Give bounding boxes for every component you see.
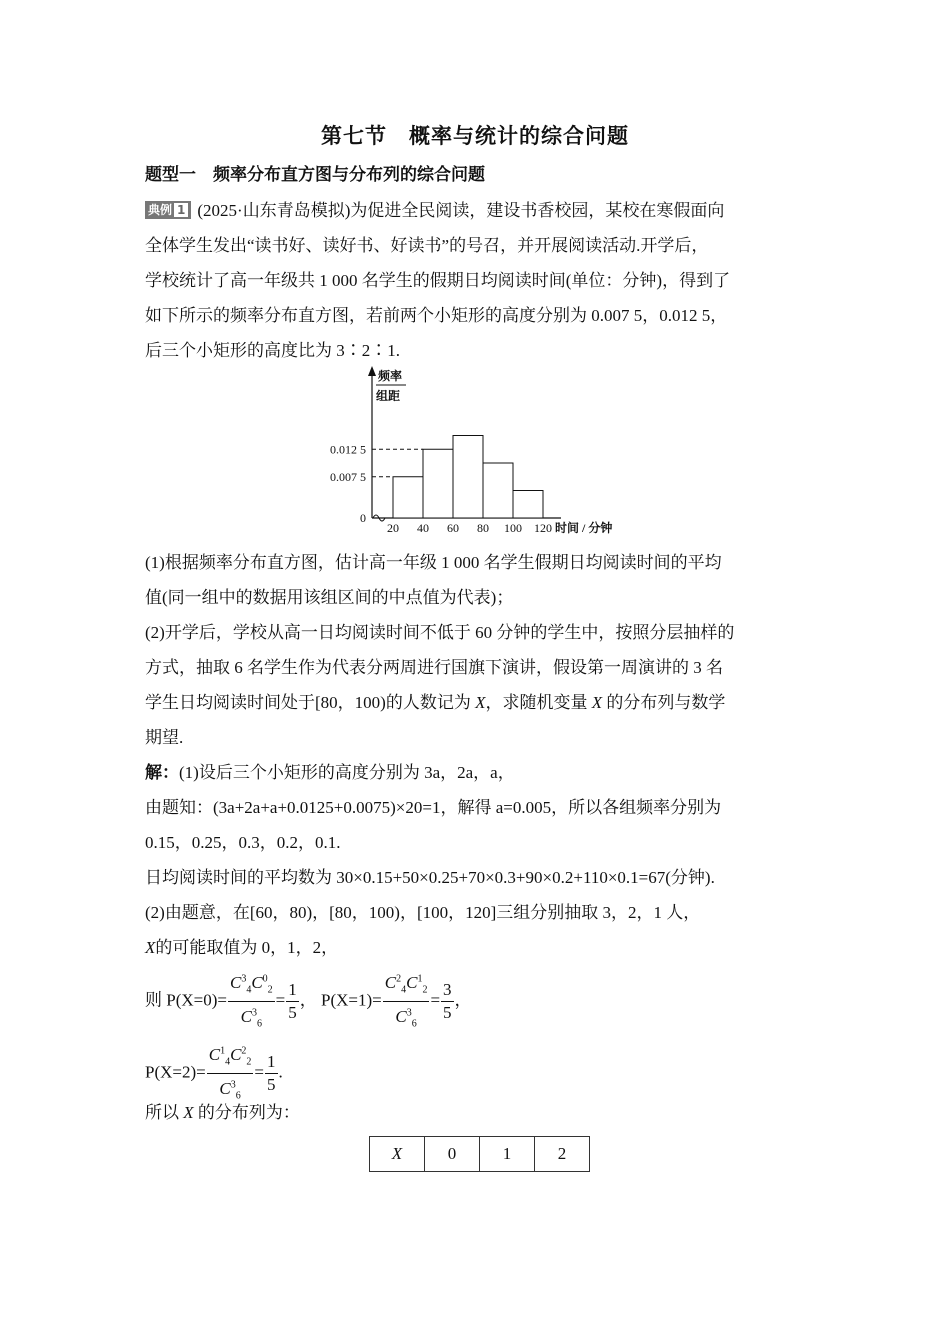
problem-line-2: 全体学生发出“读书好、读好书、好读书”的号召，并开展阅读活动.开学后， <box>145 236 709 255</box>
y-label-bottom: 组距 <box>376 389 401 403</box>
section-title: 第七节 概率与统计的综合问题 <box>321 124 629 148</box>
question-2-line-2: 方式，抽取 6 名学生作为代表分两周进行国旗下演讲，假设第一周演讲的 3 名 <box>145 658 723 677</box>
table-header-cell: X <box>370 1137 425 1172</box>
x-tick-label: 60 <box>447 521 459 535</box>
x-tick-label: 40 <box>417 521 429 535</box>
solution-line-1: 解：(1)设后三个小矩形的高度分别为 3a，2a，a， <box>145 763 515 782</box>
distribution-table <box>369 1136 590 1172</box>
histogram-bar <box>483 463 513 518</box>
solution-line-5: (2)由题意，在[60，80)，[80，100)，[100，120]三组分别抽取 3，2，1 人， <box>145 903 701 922</box>
question-1-line-1: (1)根据频率分布直方图，估计高一年级 1 000 名学生假期日均阅读时间的平均 <box>145 553 722 572</box>
y-label-top: 频率 <box>378 369 403 383</box>
origin-label: 0 <box>360 511 366 525</box>
fraction-p2: $\frac{C^1_4C^2_2}{C^3_6}$ <box>207 1040 254 1107</box>
fraction-p1: $\frac{C^2_4C^1_2}{C^3_6}$ <box>383 968 430 1035</box>
histogram-bar <box>393 477 423 518</box>
table-cell: 2 <box>535 1137 590 1172</box>
x-axis-label: 时间 / 分钟 <box>555 521 613 535</box>
problem-line-3: 学校统计了高一年级共 1 000 名学生的假期日均阅读时间(单位：分钟)，得到了 <box>145 271 731 290</box>
solution-line-3: 0.15，0.25，0.3，0.2，0.1. <box>145 833 341 852</box>
x-tick-label: 80 <box>477 521 489 535</box>
topic-heading: 题型一 频率分布直方图与分布列的综合问题 <box>145 165 485 184</box>
y-tick-label: 0.012 5 <box>330 442 366 457</box>
y-axis-arrow <box>368 366 376 376</box>
frequency-histogram <box>300 362 640 542</box>
problem-line-4: 如下所示的频率分布直方图，若前两个小矩形的高度分别为 0.007 5，0.012 5， <box>145 306 728 325</box>
histogram-bar <box>453 436 483 519</box>
y-tick-label: 0.007 5 <box>330 469 366 484</box>
solution-line-6: X的可能取值为 0，1，2， <box>145 938 339 957</box>
example-badge: 典例 1 <box>145 201 191 219</box>
question-2-line-3: 学生日均阅读时间处于[80，100)的人数记为 X，求随机变量 X 的分布列与数学 <box>145 693 726 712</box>
question-2-line-1: (2)开学后，学校从高一日均阅读时间不低于 60 分钟的学生中，按照分层抽样的 <box>145 623 735 642</box>
table-cell: 0 <box>425 1137 480 1172</box>
problem-line-5: 后三个小矩形的高度比为 3∶2∶1. <box>145 341 400 360</box>
distribution-intro: 所以 X 的分布列为： <box>145 1103 300 1122</box>
histogram-bar <box>513 491 543 519</box>
question-2-line-4: 期望. <box>145 728 184 747</box>
x-tick-label: 100 <box>504 521 522 535</box>
fraction-p0: $\frac{C^3_4C^0_2}{C^3_6}$ <box>228 968 275 1035</box>
solution-line-4: 日均阅读时间的平均数为 30×0.15+50×0.25+70×0.3+90×0.2+110×0.1=67(分钟). <box>145 868 715 887</box>
question-1-line-2: 值(同一组中的数据用该组区间的中点值为代表)； <box>145 588 514 607</box>
problem-line-1: 典例 1 (2025·山东青岛模拟)为促进全民阅读，建设书香校园，某校在寒假面向 <box>145 198 724 224</box>
probability-formula-line-2: P(X=2)= $\frac{C^1_4C^2_2}{C^3_6}$ = $\frac{1}{5}$ . <box>145 1040 283 1107</box>
x-tick-label: 120 <box>534 521 552 535</box>
table-row <box>370 1137 590 1172</box>
x-tick-label: 20 <box>387 521 399 535</box>
histogram-bar <box>423 449 453 518</box>
solution-line-2: 由题知：(3a+2a+a+0.0125+0.0075)×20=1，解得 a=0.005，所以各组频率分别为 <box>145 798 722 817</box>
table-cell: 1 <box>480 1137 535 1172</box>
probability-formula-line-1: 则 P(X=0)= $\frac{C^3_4C^0_2}{C^3_6}$ = $\frac{1}{5}$ ， P(X=1)= $\frac{C^2_4C^1_2}{C^3_6}$ = $\frac{3}{5}$ ， <box>145 968 472 1035</box>
